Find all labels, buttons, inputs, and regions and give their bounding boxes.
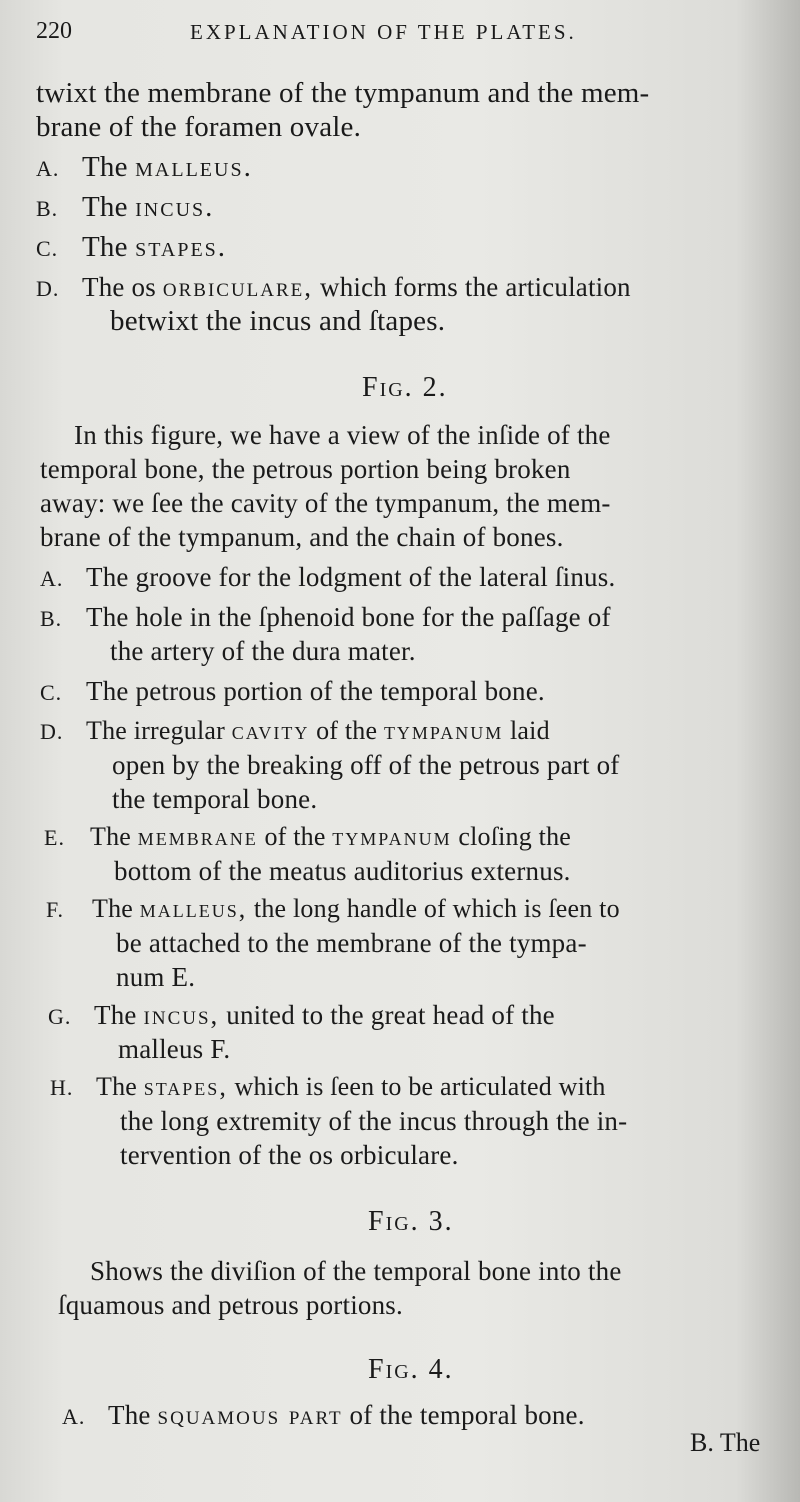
text-line: ſquamous and petrous portions. <box>58 1290 403 1320</box>
item-label: A. <box>62 1404 86 1429</box>
list-item: C. The stapes. <box>36 230 227 266</box>
catchword: B. The <box>690 1428 761 1457</box>
list-item: G. The incus, united to the great head of the <box>48 998 555 1034</box>
text-line: brane of the foramen ovale. <box>36 111 362 143</box>
item-label: A. <box>36 156 60 181</box>
list-item: A. The groove for the lodgment of the lateral ſinus. <box>40 560 615 596</box>
page-number: 220 <box>36 18 72 44</box>
text-line: be attached to the membrane of the tympa- <box>116 928 587 958</box>
item-label: B. <box>36 196 59 221</box>
item-label: H. <box>50 1075 74 1100</box>
figure-heading: Fig. 3. <box>368 1206 454 1237</box>
text-line: Shows the diviſion of the temporal bone into the <box>90 1256 622 1286</box>
figure-heading: Fig. 4. <box>368 1354 454 1385</box>
running-title: EXPLANATION OF THE PLATES. <box>190 20 577 44</box>
list-item: F. The malleus, the long handle of which is ſeen to <box>46 892 620 927</box>
list-item: B. The incus. <box>36 190 214 226</box>
text-line: the artery of the dura mater. <box>110 636 416 666</box>
text-line: bottom of the meatus auditorius externus. <box>114 856 571 886</box>
text-line: temporal bone, the petrous portion being broken <box>40 454 571 484</box>
text-line: betwixt the incus and ſtapes. <box>110 305 446 337</box>
text-line: tervention of the os orbiculare. <box>120 1140 459 1170</box>
text-line: the long extremity of the incus through the in- <box>120 1106 628 1136</box>
figure-heading: Fig. 2. <box>362 372 448 403</box>
item-label: D. <box>40 719 64 744</box>
item-label: B. <box>40 606 63 631</box>
list-item: E. The membrane of the tympanum cloſing the <box>44 820 571 855</box>
list-item: D. The os orbiculare, which forms the articulation <box>36 270 631 306</box>
item-label: C. <box>40 680 63 705</box>
text-line: away: we ſee the cavity of the tympanum, the mem- <box>40 488 611 518</box>
item-label: A. <box>40 566 64 591</box>
list-item: B. The hole in the ſphenoid bone for the paſſage of <box>40 600 611 636</box>
list-item: H. The stapes, which is ſeen to be articulated with <box>50 1070 606 1105</box>
list-item: D. The irregular cavity of the tympanum laid <box>40 714 550 749</box>
item-label: G. <box>48 1004 72 1029</box>
text-line: the temporal bone. <box>112 784 318 814</box>
text-line: open by the breaking off of the petrous part of <box>112 750 620 780</box>
text-line: In this figure, we have a view of the inſide of the <box>74 420 611 450</box>
list-item: A. The squamous part of the temporal bone. <box>62 1398 585 1434</box>
list-item: C. The petrous portion of the temporal bone. <box>40 674 545 710</box>
item-label: F. <box>46 897 64 922</box>
text-line: twixt the membrane of the tympanum and the mem- <box>36 77 650 109</box>
item-label: D. <box>36 276 60 301</box>
text-line: brane of the tympanum, and the chain of bones. <box>40 522 564 552</box>
item-label: E. <box>44 825 65 850</box>
item-label: C. <box>36 236 59 261</box>
text-line: num E. <box>116 962 196 992</box>
text-line: malleus F. <box>118 1034 231 1064</box>
list-item: A. The malleus. <box>36 150 253 186</box>
